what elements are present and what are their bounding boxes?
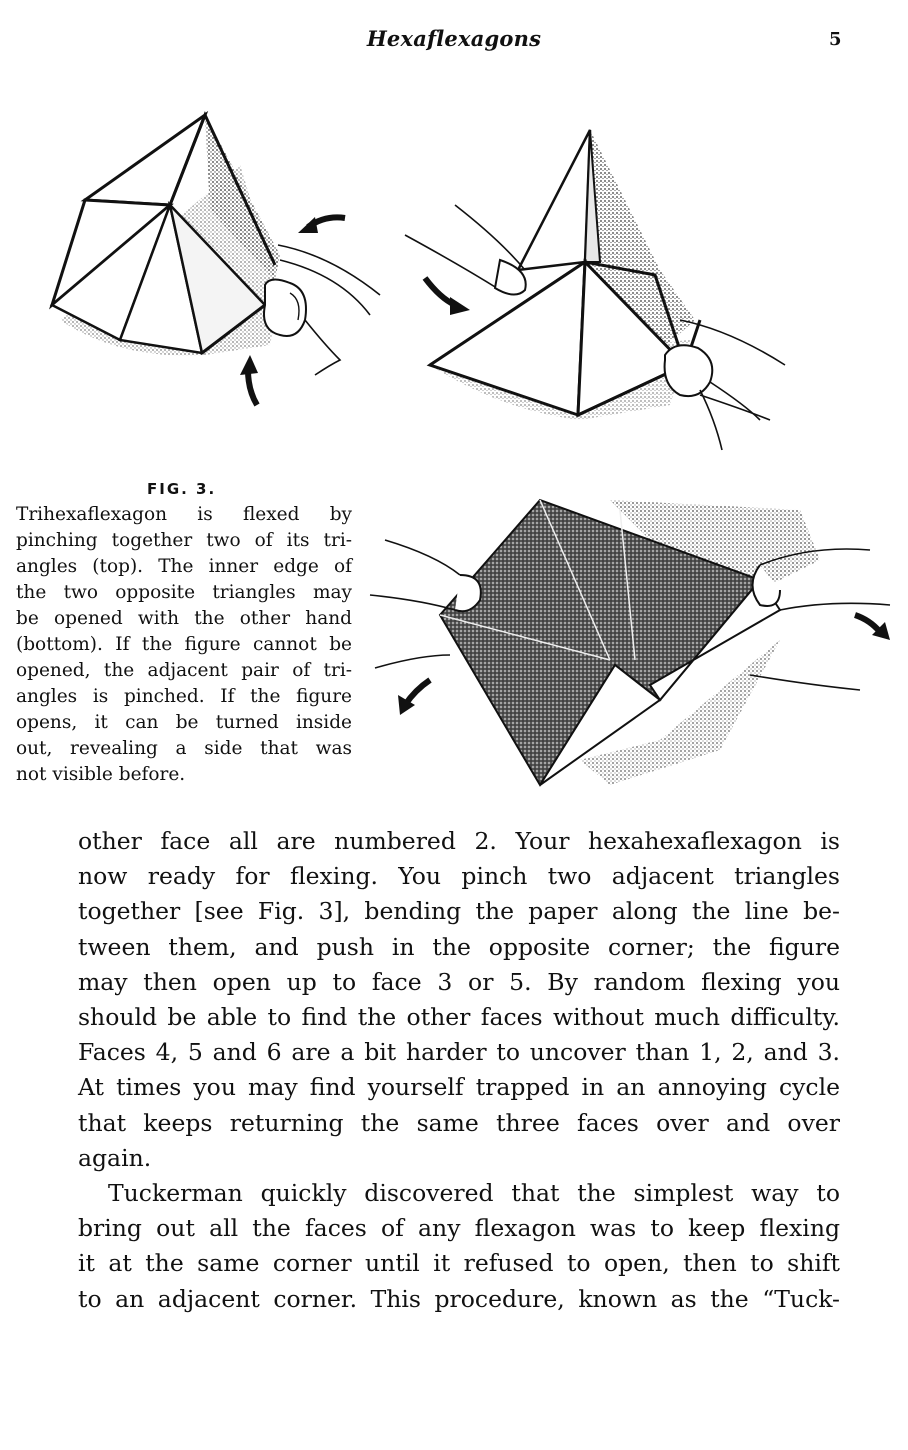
figure-label: FIG. 3. (147, 480, 217, 498)
text-line: now ready for flexing. You pinch two adjacent triangles (78, 862, 840, 891)
text-line: again. (78, 1143, 152, 1172)
text-line: it at the same corner until it refused to open, then to shift (78, 1249, 840, 1278)
text-line: bring out all the faces of any flexagon was to keep flexing (78, 1214, 840, 1243)
text-line: that keeps returning the same three faces over and over (78, 1108, 840, 1137)
body-text (78, 824, 840, 1317)
figure-top-left-illustration (40, 105, 385, 415)
text-line: may then open up to face 3 or 5. By random flexing you (78, 967, 840, 996)
text-line: Faces 4, 5 and 6 are a bit harder to uncover than 1, 2, and 3. (78, 1038, 840, 1067)
caption-line: be opened with the other hand (16, 608, 352, 629)
figure-caption (16, 478, 352, 788)
caption-line: opens, it can be turned inside (16, 712, 352, 733)
caption-line: angles (top). The inner edge of (16, 556, 352, 577)
caption-line: opened, the adjacent pair of tri- (16, 660, 352, 681)
text-line: At times you may find yourself trapped in an annoying cycle (78, 1073, 840, 1102)
figure-bottom-illustration (360, 490, 908, 800)
caption-line: (bottom). If the figure cannot be (16, 634, 352, 655)
caption-line: not visible before. (16, 764, 186, 785)
page-number: 5 (829, 29, 842, 50)
figure-top-right-illustration (400, 120, 800, 460)
caption-line: the two opposite triangles may (16, 582, 352, 603)
caption-line: angles is pinched. If the figure (16, 686, 352, 707)
text-line: to an adjacent corner. This procedure, known as the “Tuck- (78, 1284, 840, 1313)
text-line: other face all are numbered 2. Your hexahexaflexagon is (78, 827, 840, 855)
text-line: together [see Fig. 3], bending the paper along the line be- (78, 897, 840, 926)
caption-line: pinching together two of its tri- (16, 530, 352, 551)
caption-line: out, revealing a side that was (16, 738, 352, 759)
running-header-title: Hexaflexagons (366, 26, 542, 51)
paragraph-1 (78, 824, 840, 1176)
text-line: should be able to find the other faces without much difficulty. (78, 1003, 840, 1032)
text-line: tween them, and push in the opposite corner; the figure (78, 932, 840, 961)
text-line: Tuckerman quickly discovered that the simplest way to (108, 1179, 840, 1208)
caption-line: Trihexaflexagon is flexed by (16, 504, 352, 525)
paragraph-2 (78, 1176, 840, 1317)
